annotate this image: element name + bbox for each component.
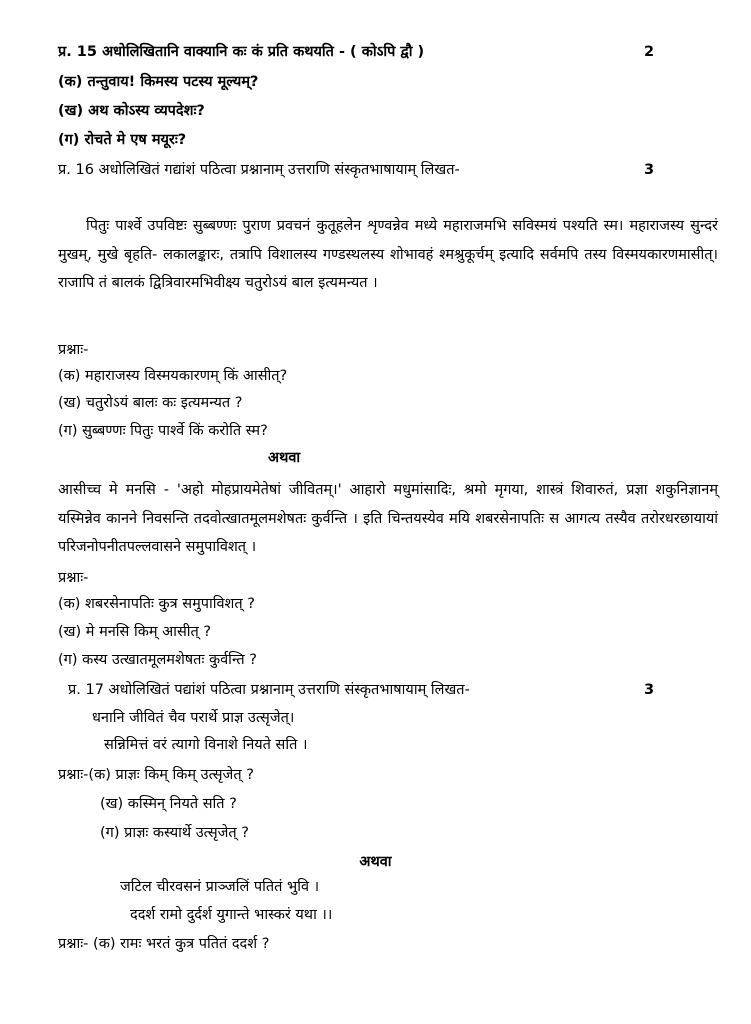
q16-question-2b: (ख) मे मनसि किम् आसीत् ? bbox=[58, 624, 212, 640]
q15-heading bbox=[58, 42, 424, 62]
q17-question-2a: (क) रामः भरतं कुत्र पतितं ददर्श ? bbox=[93, 936, 270, 952]
q16-questions-label-2: प्रश्नाः- bbox=[58, 570, 89, 586]
q17-question-1c: (ग) प्राज्ञः कस्यार्थे उत्सृजेत् ? bbox=[100, 825, 249, 841]
q16-question-1b: (ख) चतुरोऽयं बालः कः इत्यमन्यत ? bbox=[58, 395, 243, 411]
q17-heading bbox=[68, 680, 470, 700]
q17-question-1b: (ख) कस्मिन् नियते सति ? bbox=[100, 796, 237, 812]
q17-questions-label-2: प्रश्नाः- bbox=[58, 936, 89, 952]
q15-text: अधोलिखितानि वाक्यानि कः कं प्रति कथयति - ( कोऽपि द्वौ ) bbox=[102, 44, 425, 60]
q16-or-label: अथवा bbox=[268, 450, 301, 466]
q16-passage-2: आसीच्च मे मनसि - 'अहो मोहप्रायमेतेषां जीवितम्।' आहारो मधुमांसादिः, श्रमो मृगया, शास्त्रं शिवारुतं, प्रज्ञा शकुनिज्ञानम् यस्मिन्नेव कानने निवसन्ति तदवोत्खातमूलमशेषतः कुर्वन्ति । इति चिन्तयस्येव मयि शबरसेनापतिः स आगत्य तस्यैव तरोरधरछायायां परिजनोपनीतपल्लवासने समुपाविशत् । bbox=[58, 482, 718, 555]
q17-or-label: अथवा bbox=[359, 854, 392, 870]
q15-item-b: (ख) अथ कोऽस्य व्यपदेशः? bbox=[58, 103, 205, 119]
q16-text: अधोलिखितं गद्यांशं पठित्वा प्रश्नानाम् उत्तराणि संस्कृतभाषायाम् लिखत- bbox=[98, 162, 460, 178]
q17-questions-line-1 bbox=[58, 765, 254, 785]
q15-item-c: (ग) रोचते मे एष मयूरः? bbox=[58, 132, 187, 148]
q16-heading bbox=[58, 160, 460, 180]
q17-question-1a: (क) प्राज्ञः किम् किम् उत्सृजेत् ? bbox=[88, 767, 254, 783]
q17-questions-label-1: प्रश्नाः- bbox=[58, 767, 89, 783]
q17-verse-2-line-1: जटिल चीरवसनं प्राञ्जलिं पतितं भुवि । bbox=[120, 879, 320, 895]
q15-marks: 2 bbox=[644, 44, 655, 60]
q15-item-a: (क) तन्तुवाय! किमस्य पटस्य मूल्यम्? bbox=[58, 74, 259, 90]
q16-question-1a: (क) महाराजस्य विस्मयकारणम् किं आसीत्? bbox=[58, 368, 288, 384]
q17-number: प्र. 17 bbox=[68, 682, 104, 698]
q16-questions-label-1: प्रश्नाः- bbox=[58, 342, 89, 358]
q16-number: प्र. 16 bbox=[58, 162, 94, 178]
q17-verse-1-line-2: सन्निमित्तं वरं त्यागो विनाशे नियते सति । bbox=[104, 737, 308, 753]
q16-question-1c: (ग) सुब्बण्णः पितुः पार्श्वे किं करोति स्म? bbox=[58, 423, 268, 439]
q15-number: प्र. 15 bbox=[58, 44, 97, 60]
q17-text: अधोलिखितं पद्यांशं पठित्वा प्रश्नानाम् उत्तराणि संस्कृतभाषायाम् लिखत- bbox=[108, 682, 470, 698]
q16-marks: 3 bbox=[644, 162, 655, 178]
q17-verse-2-line-2: ददर्श रामो दुर्दर्श युगान्ते भास्करं यथा ।। bbox=[130, 907, 333, 923]
q16-question-2c: (ग) कस्य उत्खातमूलमशेषतः कुर्वन्ति ? bbox=[58, 652, 257, 668]
q16-question-2a: (क) शबरसेनापतिः कुत्र समुपाविशत् ? bbox=[58, 596, 255, 612]
q16-passage-1: पितुः पार्श्वे उपविष्टः सुब्बण्णः पुराण प्रवचनं कुतूहलेन शृण्वन्नेव मध्ये महाराजमभि सविस्मयं पश्यति स्म। महाराजस्य सुन्दरं मुखम्, मुखे बृहति- लकालङ्कारः, तत्रापि विशालस्य गण्डस्थलस्य शोभावहं श्मश्रुकूर्चम् इत्यादि सर्वमपि तस्य विस्मयकारणमासीत्। राजापि तं बालकं द्वित्रिवारमभिवीक्ष्य चतुरोऽयं बाल इत्यमन्यत । bbox=[58, 218, 718, 291]
q17-marks: 3 bbox=[644, 682, 655, 698]
q17-verse-1-line-1: धनानि जीवितं चैव परार्थे प्राज्ञ उत्सृजेत्। bbox=[92, 710, 295, 726]
q17-questions-line-2 bbox=[58, 934, 269, 954]
